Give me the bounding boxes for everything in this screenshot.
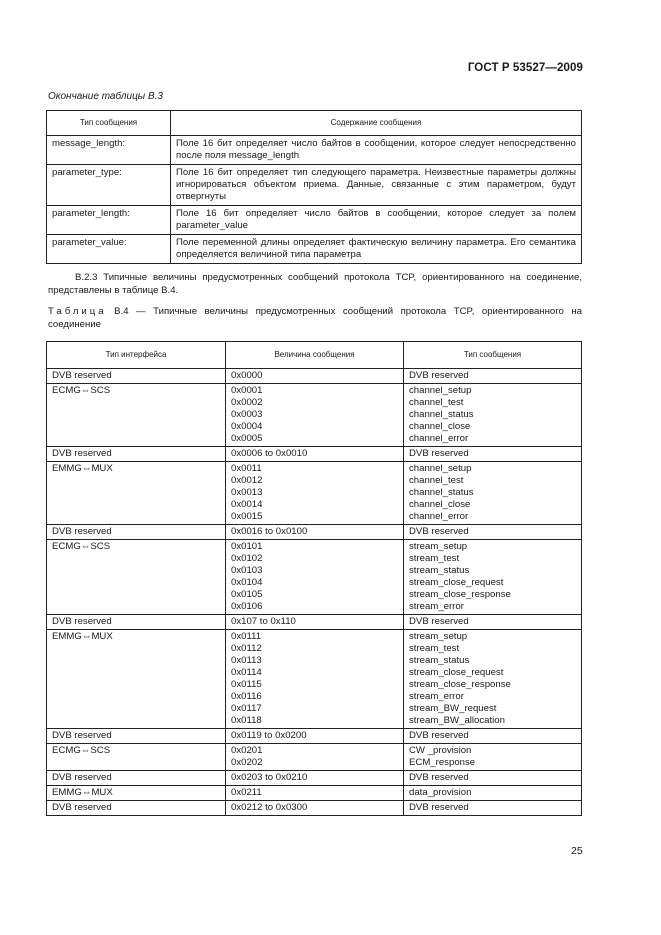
interface-type-cell: DVB reserved <box>47 369 226 384</box>
message-value-cell-line: 0x0112 <box>231 643 262 654</box>
message-value-cell-line: 0x0212 to 0x0300 <box>231 802 308 813</box>
message-type-cell-line: stream_close_request <box>409 577 504 588</box>
document-code: ГОСТ Р 53527—2009 <box>467 62 583 74</box>
paragraph-b23: В.2.3 Типичные величины предусмотренных сообщений протокола TCP, ориентированного на соединение, представлены в таблице В.4. <box>48 272 582 296</box>
table-row <box>47 786 582 801</box>
message-type-cell-line: channel_error <box>409 511 469 522</box>
message-type-cell <box>404 615 582 630</box>
table-row <box>47 447 582 462</box>
message-content-cell: Поле 16 бит определяет тип следующего параметра. Неизвестные параметры должны игнорироваться объектом приема. Данные, связанные с этим параметром, будут отвергнуты <box>171 165 582 206</box>
message-value-cell-line: 0x0003 <box>231 409 263 420</box>
message-type-cell-line: channel_test <box>409 397 464 408</box>
message-type-cell-line: channel_close <box>409 499 471 510</box>
message-value-cell-line: 0x0116 <box>231 691 262 702</box>
message-value-cell-line: 0x0104 <box>231 577 263 588</box>
message-type-cell-line: channel_setup <box>409 463 472 474</box>
message-value-cell-line: 0x0115 <box>231 679 262 690</box>
message-value-cell-line: 0x0006 to 0x0010 <box>231 448 308 459</box>
message-type-cell <box>404 540 582 615</box>
message-value-cell <box>226 462 404 525</box>
table-b4-caption-text: В.4 — Типичные величины предусмотренных сообщений протокола TCP, ориентированного на соединение <box>48 306 582 330</box>
message-value-cell-line: 0x0000 <box>231 370 263 381</box>
column-header: Тип интерфейса <box>47 342 226 369</box>
message-value-cell-line: 0x0111 <box>231 631 262 642</box>
table-b4-caption <box>48 305 582 331</box>
message-value-cell <box>226 771 404 786</box>
message-value-cell-line: 0x107 to 0x110 <box>231 616 296 627</box>
interface-type-cell: EMMG⇔MUX <box>47 786 226 801</box>
table-row <box>47 801 582 816</box>
column-header: Тип сообщения <box>404 342 582 369</box>
message-value-cell-line: 0x0118 <box>231 715 262 726</box>
interface-type-cell: DVB reserved <box>47 729 226 744</box>
message-type-cell <box>404 384 582 447</box>
message-value-cell-line: 0x0202 <box>231 757 263 768</box>
interface-type-cell: DVB reserved <box>47 615 226 630</box>
page-number: 25 <box>571 845 583 857</box>
message-type-cell-line: stream_close_response <box>409 679 511 690</box>
message-value-cell-line: 0x0012 <box>231 475 263 486</box>
table-b4-body <box>47 369 582 816</box>
interface-type-cell: ECMG⇔SCS <box>47 384 226 447</box>
interface-type-cell: DVB reserved <box>47 447 226 462</box>
interface-type-cell: DVB reserved <box>47 771 226 786</box>
message-value-cell-line: 0x0114 <box>231 667 262 678</box>
message-type-cell-line: DVB reserved <box>409 730 469 741</box>
message-type-cell <box>404 462 582 525</box>
interface-type-cell: DVB reserved <box>47 525 226 540</box>
message-value-cell-line: 0x0106 <box>231 601 263 612</box>
message-content-cell: Поле переменной длины определяет фактическую величину параметра. Его семантика определяется величиной типа параметра <box>171 235 582 264</box>
message-type-cell-line: stream_test <box>409 643 460 654</box>
message-value-cell-line: 0x0101 <box>231 541 263 552</box>
table-row <box>47 235 582 264</box>
message-type-cell-line: channel_error <box>409 433 469 444</box>
message-value-cell-line: 0x0005 <box>231 433 263 444</box>
message-value-cell-line: 0x0113 <box>231 655 262 666</box>
message-value-cell-line: 0x0117 <box>231 703 262 714</box>
table-header-row <box>47 111 582 136</box>
table-b3-caption: Окончание таблицы В.3 <box>48 91 163 102</box>
column-header: Величина сообщения <box>226 342 404 369</box>
message-value-cell <box>226 447 404 462</box>
table-row <box>47 615 582 630</box>
message-value-cell <box>226 369 404 384</box>
message-value-cell <box>226 801 404 816</box>
message-type-cell: parameter_value: <box>47 235 171 264</box>
message-value-cell-line: 0x0105 <box>231 589 263 600</box>
message-value-cell <box>226 525 404 540</box>
message-type-cell-line: stream_BW_request <box>409 703 497 714</box>
message-value-cell-line: 0x0102 <box>231 553 263 564</box>
table-b3 <box>46 110 582 264</box>
table-b4 <box>46 341 582 816</box>
message-type-cell-line: stream_BW_allocation <box>409 715 505 726</box>
table-row <box>47 744 582 771</box>
table-header-row <box>47 342 582 369</box>
table-b3-body <box>47 136 582 264</box>
message-type-cell-line: stream_close_request <box>409 667 504 678</box>
message-value-cell-line: 0x0203 to 0x0210 <box>231 772 308 783</box>
message-type-cell-line: ECM_response <box>409 757 476 768</box>
column-header: Содержание сообщения <box>171 111 582 136</box>
message-type-cell-line: stream_setup <box>409 541 468 552</box>
message-type-cell-line: channel_setup <box>409 385 472 396</box>
message-type-cell-line: stream_status <box>409 565 470 576</box>
table-row <box>47 771 582 786</box>
table-row <box>47 369 582 384</box>
message-value-cell-line: 0x0015 <box>231 511 263 522</box>
message-type-cell-line: DVB reserved <box>409 370 469 381</box>
table-b4-caption-label: Таблица <box>48 306 107 317</box>
message-content-cell: Поле 16 бит определяет число байтов в сообщении, которое следует за полем parameter_value <box>171 206 582 235</box>
column-header: Тип сообщения <box>47 111 171 136</box>
message-value-cell <box>226 786 404 801</box>
message-type-cell-line: stream_setup <box>409 631 468 642</box>
message-value-cell-line: 0x0201 <box>231 745 263 756</box>
message-type-cell-line: channel_test <box>409 475 464 486</box>
interface-type-cell: DVB reserved <box>47 801 226 816</box>
message-type-cell-line: CW _provision <box>409 745 472 756</box>
message-type-cell: parameter_length: <box>47 206 171 235</box>
message-value-cell-line: 0x0103 <box>231 565 263 576</box>
table-row <box>47 384 582 447</box>
message-type-cell <box>404 744 582 771</box>
message-value-cell <box>226 615 404 630</box>
message-type-cell: parameter_type: <box>47 165 171 206</box>
message-value-cell-line: 0x0002 <box>231 397 263 408</box>
message-type-cell <box>404 801 582 816</box>
table-row <box>47 136 582 165</box>
interface-type-cell: EMMG⇔MUX <box>47 630 226 729</box>
message-type-cell-line: stream_test <box>409 553 460 564</box>
message-type-cell <box>404 786 582 801</box>
message-value-cell-line: 0x0016 to 0x0100 <box>231 526 308 537</box>
table-row <box>47 165 582 206</box>
message-type-cell-line: DVB reserved <box>409 616 469 627</box>
message-type-cell-line: stream_close_response <box>409 589 511 600</box>
message-type-cell-line: DVB reserved <box>409 448 469 459</box>
table-row <box>47 462 582 525</box>
message-type-cell-line: DVB reserved <box>409 526 469 537</box>
table-row <box>47 525 582 540</box>
message-type-cell-line: channel_status <box>409 487 474 498</box>
table-row <box>47 729 582 744</box>
message-type-cell <box>404 771 582 786</box>
message-type-cell <box>404 729 582 744</box>
message-type-cell <box>404 630 582 729</box>
message-type-cell <box>404 447 582 462</box>
message-value-cell <box>226 729 404 744</box>
message-value-cell-line: 0x0119 to 0x0200 <box>231 730 307 741</box>
table-row <box>47 630 582 729</box>
message-value-cell-line: 0x0014 <box>231 499 263 510</box>
message-type-cell-line: stream_status <box>409 655 470 666</box>
interface-type-cell: ECMG⇔SCS <box>47 744 226 771</box>
message-value-cell-line: 0x0011 <box>231 463 262 474</box>
message-content-cell: Поле 16 бит определяет число байтов в сообщении, которое следует непосредственно после поля message_length <box>171 136 582 165</box>
message-type-cell: message_length: <box>47 136 171 165</box>
message-type-cell-line: data_provision <box>409 787 472 798</box>
table-row <box>47 540 582 615</box>
message-type-cell-line: stream_error <box>409 691 464 702</box>
message-value-cell-line: 0x0004 <box>231 421 263 432</box>
message-value-cell-line: 0x0013 <box>231 487 263 498</box>
message-type-cell <box>404 525 582 540</box>
message-type-cell-line: stream_error <box>409 601 464 612</box>
message-value-cell <box>226 630 404 729</box>
message-value-cell-line: 0x0211 <box>231 787 262 798</box>
message-value-cell <box>226 384 404 447</box>
message-type-cell <box>404 369 582 384</box>
interface-type-cell: EMMG⇔MUX <box>47 462 226 525</box>
table-row <box>47 206 582 235</box>
message-type-cell-line: channel_status <box>409 409 474 420</box>
message-value-cell-line: 0x0001 <box>231 385 263 396</box>
message-type-cell-line: DVB reserved <box>409 802 469 813</box>
message-value-cell <box>226 540 404 615</box>
message-type-cell-line: channel_close <box>409 421 471 432</box>
message-type-cell-line: DVB reserved <box>409 772 469 783</box>
interface-type-cell: ECMG⇔SCS <box>47 540 226 615</box>
message-value-cell <box>226 744 404 771</box>
